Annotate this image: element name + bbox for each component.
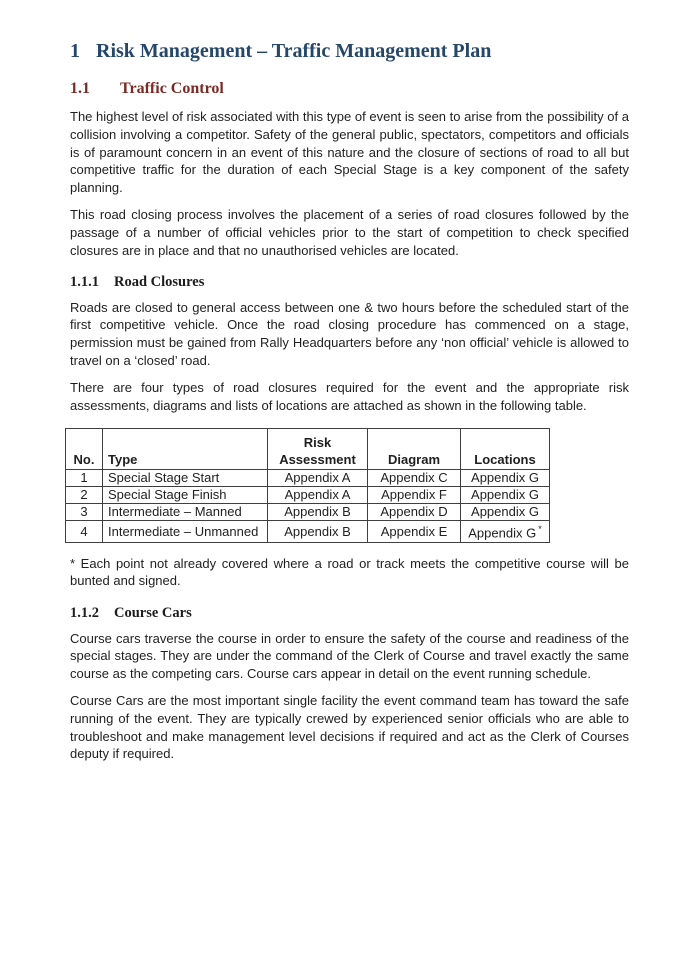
- heading-title: Road Closures: [114, 274, 205, 291]
- cell-type: Intermediate – Manned: [103, 504, 268, 521]
- heading-traffic-control: [70, 80, 629, 98]
- footnote-marker: *: [538, 524, 542, 535]
- paragraph-course-cars-1: Course cars traverse the course in order to ensure the safety of the course and readiness of the special stages. They are under the command of the Clerk of Course and travel exactly the same course as the competing cars. Course cars appear in detail on the event running schedule.: [70, 630, 629, 681]
- cell-diagram: Appendix D: [368, 504, 461, 521]
- cell-risk-assessment: Appendix A: [268, 487, 368, 504]
- cell-risk-assessment: Appendix B: [268, 521, 368, 542]
- cell-type: Special Stage Finish: [103, 487, 268, 504]
- heading-title: Traffic Control: [120, 80, 224, 97]
- cell-risk-assessment: Appendix B: [268, 504, 368, 521]
- cell-type: Intermediate – Unmanned: [103, 521, 268, 542]
- cell-type: Special Stage Start: [103, 470, 268, 487]
- paragraph-road-closures-1: Roads are closed to general access between one & two hours before the scheduled start of the first competitive vehicle. Once the road closing procedure has commenced on a stage, permission must be gained from Rally Headquarters before any ‘non official’ vehicle is allowed to travel on a ‘closed’ road.: [70, 299, 629, 368]
- heading-number: 1.1.2: [70, 604, 99, 621]
- cell-no: 3: [66, 504, 103, 521]
- paragraph-traffic-control-1: The highest level of risk associated with this type of event is seen to arise from the possibility of a collision involving a competitor. Safety of the general public, spectators, competitors and officials is of paramount concern in an event of this nature and the closure of sections of road to all but competitive traffic for the duration of each Special Stage is a key component of the safety planning.: [70, 109, 629, 195]
- paragraph-traffic-control-2: This road closing process involves the placement of a series of road closures followed by the passage of a number of official vehicles prior to the start of competition to check specified closures are in place and that no unauthorised vehicles are located.: [70, 207, 629, 258]
- cell-no: 4: [66, 521, 103, 542]
- cell-locations-with-footnote: [461, 521, 550, 542]
- heading-course-cars: [70, 605, 629, 622]
- road-closures-table: [65, 428, 550, 542]
- cell-risk-assessment: Appendix A: [268, 470, 368, 487]
- cell-no: 2: [66, 487, 103, 504]
- cell-diagram: Appendix E: [368, 521, 461, 542]
- column-header-type: Type: [103, 429, 268, 470]
- heading-road-closures: [70, 274, 629, 291]
- column-header-no: No.: [66, 429, 103, 470]
- column-header-diagram: Diagram: [368, 429, 461, 470]
- table-row: [66, 521, 550, 542]
- cell-locations-value: Appendix G: [468, 525, 537, 541]
- heading-title: Risk Management – Traffic Management Plan: [96, 40, 492, 62]
- heading-number: 1.1: [70, 80, 90, 97]
- column-header-locations: Locations: [461, 429, 550, 470]
- cell-diagram: Appendix C: [368, 470, 461, 487]
- cell-locations: Appendix G: [461, 487, 550, 504]
- heading-number: 1: [70, 40, 80, 62]
- road-closures-table-header: [66, 429, 550, 470]
- table-row: [66, 487, 550, 504]
- cell-no: 1: [66, 470, 103, 487]
- table-header-row: [66, 429, 550, 470]
- table-footnote: * Each point not already covered where a road or track meets the competitive course will be bunted and signed.: [70, 555, 629, 589]
- column-header-risk-assessment: Risk Assessment: [268, 429, 368, 470]
- cell-locations: Appendix G: [461, 504, 550, 521]
- heading-number: 1.1.1: [70, 274, 99, 291]
- cell-locations: Appendix G: [461, 470, 550, 487]
- paragraph-course-cars-2: Course Cars are the most important single facility the event command team has toward the safe running of the event. They are typically crewed by experienced senior officials who are able to troubleshoot and make management level decisions if required and act as the Clerk of Courses deputy if required.: [70, 693, 629, 762]
- table-row: [66, 504, 550, 521]
- heading-risk-management: [70, 40, 629, 63]
- table-row: [66, 470, 550, 487]
- cell-diagram: Appendix F: [368, 487, 461, 504]
- heading-title: Course Cars: [114, 604, 192, 621]
- paragraph-road-closures-2: There are four types of road closures required for the event and the appropriate risk assessments, diagrams and lists of locations are attached as shown in the following table.: [70, 380, 629, 413]
